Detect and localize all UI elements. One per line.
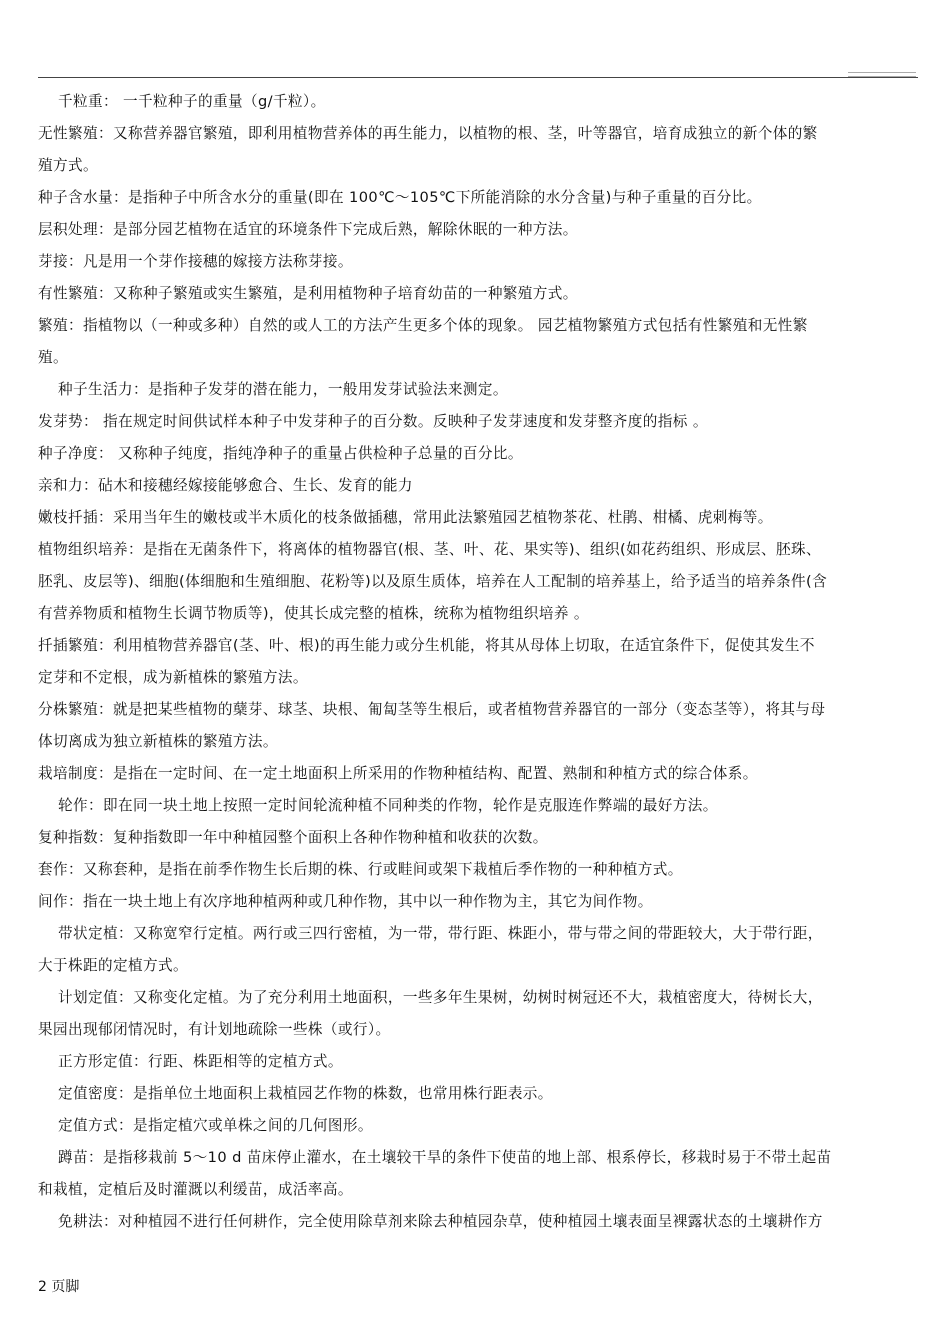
text-line: 植物组织培养：是指在无菌条件下，将离体的植物器官(根、茎、叶、花、果实等)、组织(如花药组织、形成层、胚珠、	[38, 541, 821, 558]
text-line: 芽接：凡是用一个芽作接穗的嫁接方法称芽接。	[38, 253, 353, 270]
header-rule	[38, 77, 918, 78]
text-line: 发芽势： 指在规定时间供试样本种子中发芽种子的百分数。反映种子发芽速度和发芽整齐度的指标 。	[38, 413, 708, 430]
text-line: 正方形定值：行距、株距相等的定植方式。	[58, 1053, 343, 1070]
text-line: 果园出现郁闭情况时，有计划地疏除一些株（或行）。	[38, 1021, 391, 1038]
header-mark	[848, 72, 916, 77]
text-line: 轮作：即在同一块土地上按照一定时间轮流种植不同种类的作物，轮作是克服连作弊端的最好方法。	[58, 797, 718, 814]
text-line: 定值方式：是指定植穴或单株之间的几何图形。	[58, 1117, 373, 1134]
text-line: 殖。	[38, 349, 68, 366]
text-line: 繁殖：指植物以（一种或多种）自然的或人工的方法产生更多个体的现象。 园艺植物繁殖方式包括有性繁殖和无性繁	[38, 317, 808, 334]
text-line: 免耕法：对种植园不进行任何耕作，完全使用除草剂来除去种植园杂草，使种植园土壤表面呈裸露状态的土壤耕作方	[58, 1213, 823, 1230]
text-line: 体切离成为独立新植株的繁殖方法。	[38, 733, 278, 750]
text-line: 定值密度：是指单位土地面积上栽植园艺作物的株数，也常用株行距表示。	[58, 1085, 553, 1102]
text-line: 套作：又称套种，是指在前季作物生长后期的株、行或畦间或架下栽植后季作物的一种种植方式。	[38, 861, 683, 878]
text-line: 千粒重： 一千粒种子的重量（g/千粒）。	[58, 93, 326, 110]
text-line: 殖方式。	[38, 157, 98, 174]
text-line: 有营养物质和植物生长调节物质等)，使其长成完整的植株，统称为植物组织培养 。	[38, 605, 589, 622]
text-line: 有性繁殖：又称种子繁殖或实生繁殖，是利用植物种子培育幼苗的一种繁殖方式。	[38, 285, 578, 302]
document-body	[38, 86, 918, 1238]
text-line: 和栽植，定植后及时灌溉以利缓苗，成活率高。	[38, 1181, 353, 1198]
text-line: 带状定植：又称宽窄行定植。两行或三四行密植，为一带，带行距、株距小，带与带之间的带距较大，大于带行距，	[58, 925, 823, 942]
text-line: 种子净度： 又称种子纯度，指纯净种子的重量占供检种子总量的百分比。	[38, 445, 523, 462]
text-line: 分株繁殖：就是把某些植物的蘖芽、球茎、块根、匍匐茎等生根后，或者植物营养器官的一部分（变态茎等），将其与母	[38, 701, 826, 718]
text-line: 计划定值：又称变化定植。为了充分利用土地面积，一些多年生果树，幼树时树冠还不大，栽植密度大，待树长大，	[58, 989, 823, 1006]
text-line: 扦插繁殖：利用植物营养器官(茎、叶、根)的再生能力或分生机能，将其从母体上切取，在适宜条件下，促使其发生不	[38, 637, 815, 654]
text-line: 嫩枝扦插：采用当年生的嫩枝或半木质化的枝条做插穗，常用此法繁殖园艺植物茶花、杜鹃、柑橘、虎刺梅等。	[38, 509, 773, 526]
text-line: 种子含水量：是指种子中所含水分的重量(即在 100℃～105℃下所能消除的水分含量)与种子重量的百分比。	[38, 189, 762, 206]
page-footer: 2 页脚	[38, 1279, 80, 1295]
text-line: 蹲苗：是指移栽前 5～10 d 苗床停止灌水，在土壤较干旱的条件下使苗的地上部、根系停长，移栽时易于不带土起苗	[58, 1149, 832, 1166]
text-line: 种子生活力：是指种子发芽的潜在能力，一般用发芽试验法来测定。	[58, 381, 508, 398]
text-line: 复种指数：复种指数即一年中种植园整个面积上各种作物种植和收获的次数。	[38, 829, 548, 846]
text-line: 定芽和不定根，成为新植株的繁殖方法。	[38, 669, 308, 686]
text-line: 无性繁殖：又称营养器官繁殖，即利用植物营养体的再生能力，以植物的根、茎，叶等器官，培育成独立的新个体的繁	[38, 125, 818, 142]
text-line: 大于株距的定植方式。	[38, 957, 188, 974]
text-line: 栽培制度：是指在一定时间、在一定土地面积上所采用的作物种植结构、配置、熟制和种植方式的综合体系。	[38, 765, 758, 782]
text-line: 亲和力：砧木和接穗经嫁接能够愈合、生长、发育的能力	[38, 477, 413, 494]
text-line: 胚乳、皮层等)、细胞(体细胞和生殖细胞、花粉等)以及原生质体，培养在人工配制的培养基上，给予适当的培养条件(含	[38, 573, 828, 590]
text-line: 层积处理：是部分园艺植物在适宜的环境条件下完成后熟，解除休眠的一种方法。	[38, 221, 578, 238]
text-line: 间作：指在一块土地上有次序地种植两种或几种作物，其中以一种作物为主，其它为间作物。	[38, 893, 653, 910]
